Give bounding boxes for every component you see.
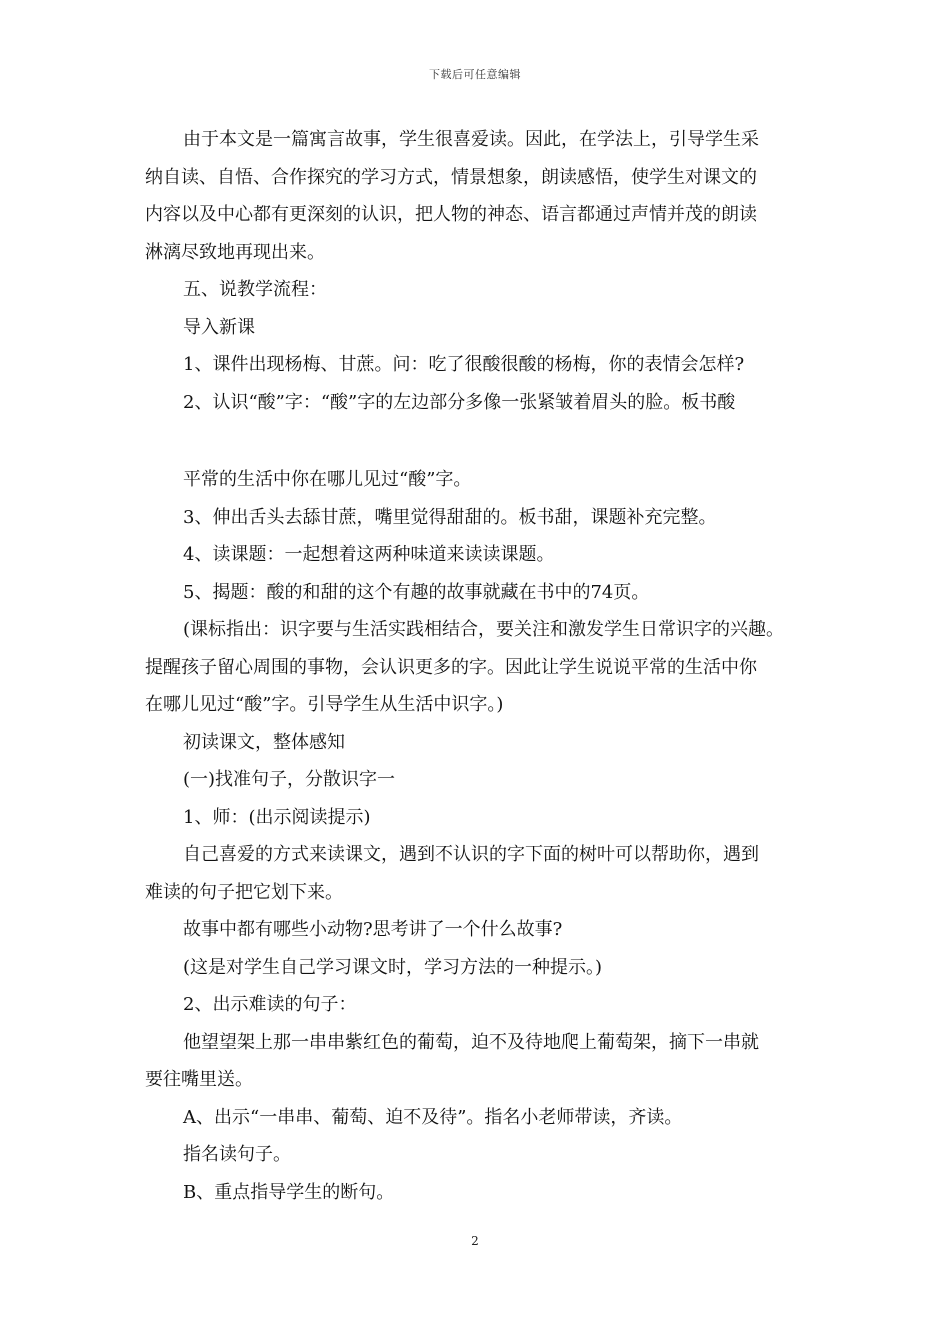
section-heading: 五、说教学流程： <box>183 279 327 300</box>
paragraph: 他望望架上那一串串紫红色的葡萄，迫不及待地爬上葡萄架，摘下一串就 <box>183 1031 759 1053</box>
paragraph: 平常的生活中你在哪儿见过“酸”字。 <box>183 469 472 490</box>
list-item: 2、认识“酸”字：“酸”字的左边部分多像一张紧皱着眉头的脸。板书酸 <box>183 391 736 413</box>
note-paragraph: (这是对学生自己学习课文时，学习方法的一种提示。) <box>183 956 603 978</box>
paragraph: 自己喜爱的方式来读课文，遇到不认识的字下面的树叶可以帮助你，遇到 <box>183 844 759 865</box>
paragraph: 难读的句子把它划下来。 <box>145 881 343 903</box>
list-item: B、重点指导学生的断句。 <box>183 1181 395 1203</box>
note-paragraph: 在哪儿见过“酸”字。引导学生从生活中识字。) <box>145 694 504 715</box>
note-paragraph: 提醒孩子留心周围的事物，会认识更多的字。因此让学生说说平常的生活中你 <box>145 656 757 678</box>
list-item: A、出示“一串串、葡萄、迫不及待”。指名小老师带读，齐读。 <box>183 1106 683 1128</box>
page-header: 下载后可任意编辑 <box>429 68 521 81</box>
list-item: 2、出示难读的句子： <box>183 994 357 1015</box>
list-item: 3、伸出舌头去舔甘蔗，嘴里觉得甜甜的。板书甜，课题补充完整。 <box>183 506 717 528</box>
subsection-heading: 初读课文，整体感知 <box>183 731 345 753</box>
paragraph: 纳自读、自悟、合作探究的学习方式，情景想象，朗读感悟，使学生对课文的 <box>145 166 757 188</box>
list-item: 5、揭题：酸的和甜的这个有趣的故事就藏在书中的74页。 <box>183 581 650 603</box>
paragraph: 淋漓尽致地再现出来。 <box>145 241 325 263</box>
paragraph: 故事中都有哪些小动物?思考讲了一个什么故事? <box>183 919 563 940</box>
paragraph: 由于本文是一篇寓言故事，学生很喜爱读。因此，在学法上，引导学生采 <box>183 129 759 150</box>
list-item: 1、课件出现杨梅、甘蔗。问：吃了很酸很酸的杨梅，你的表情会怎样? <box>183 354 745 375</box>
document-body <box>145 121 825 1211</box>
paragraph: 指名读句子。 <box>183 1144 291 1165</box>
subsection-heading: (一)找准句子，分散识字一 <box>183 769 396 790</box>
list-item: 4、读课题：一起想着这两种味道来读读课题。 <box>183 544 555 565</box>
list-item: 1、师：(出示阅读提示) <box>183 806 371 828</box>
note-paragraph: (课标指出：识字要与生活实践相结合，要关注和激发学生日常识字的兴趣。 <box>183 619 785 640</box>
paragraph: 内容以及中心都有更深刻的认识，把人物的神态、语言都通过声情并茂的朗读 <box>145 204 757 225</box>
page-number: 2 <box>471 1234 479 1248</box>
paragraph: 要往嘴里送。 <box>145 1069 253 1090</box>
subsection-heading: 导入新课 <box>183 316 255 338</box>
